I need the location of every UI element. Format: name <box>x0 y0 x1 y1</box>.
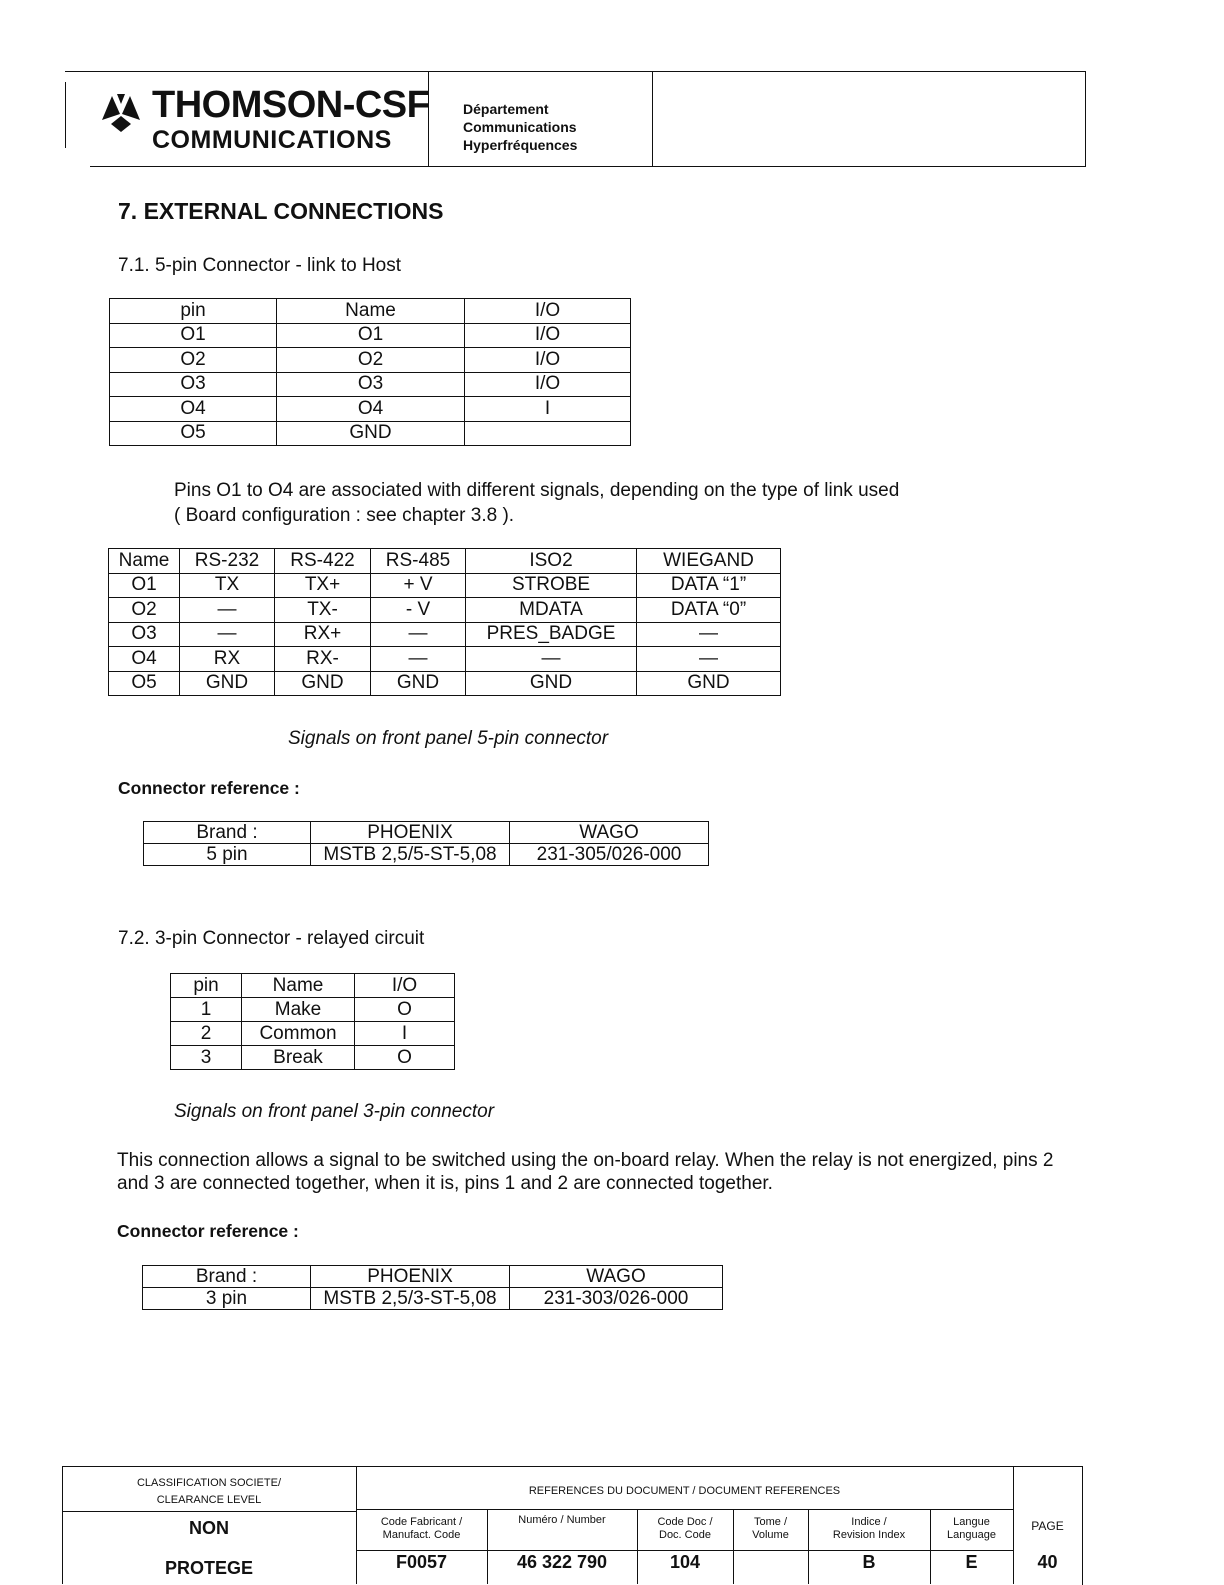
table-row <box>109 647 781 672</box>
ref-col-value: F0057 <box>395 1552 448 1572</box>
table-cell: GND <box>275 671 371 696</box>
table-cell: GND <box>371 671 466 696</box>
table-cell: RX <box>180 647 275 672</box>
footer-rule <box>62 1511 356 1512</box>
header-bottom-rule <box>90 166 1086 167</box>
table-cell: O2 <box>110 348 277 373</box>
table-cell: 2 <box>171 1022 242 1046</box>
table-cell: O1 <box>109 573 180 598</box>
ref-col-label: Indice / <box>851 1516 887 1528</box>
header-cell: Name <box>109 549 180 574</box>
table-header-row <box>143 1266 723 1288</box>
ref-col-label: Langue <box>953 1516 990 1528</box>
pin-table-5 <box>109 298 631 446</box>
table-header-row <box>110 299 631 324</box>
table-cell: — <box>180 622 275 647</box>
table-cell: — <box>371 622 466 647</box>
connector-reference-table-3pin <box>142 1265 723 1310</box>
table-cell: O2 <box>277 348 465 373</box>
table-cell: — <box>180 598 275 623</box>
table-cell: 3 <box>171 1046 242 1070</box>
table-cell: - V <box>371 598 466 623</box>
table-cell: O3 <box>109 622 180 647</box>
table-caption: Signals on front panel 5-pin connector <box>288 728 609 749</box>
table-cell: I <box>355 1022 455 1046</box>
table-cell: RX+ <box>275 622 371 647</box>
table-cell: GND <box>180 671 275 696</box>
table-cell: O3 <box>277 372 465 397</box>
table-cell: O5 <box>110 421 277 446</box>
header-cell: pin <box>110 299 277 324</box>
subsection-title: 7.1. 5-pin Connector - link to Host <box>118 255 402 276</box>
table-caption: Signals on front panel 3-pin connector <box>174 1101 495 1122</box>
header-cell: pin <box>171 974 242 998</box>
header-cell: PHOENIX <box>311 822 510 844</box>
table-row <box>171 1046 455 1070</box>
table-cell: PRES_BADGE <box>466 622 637 647</box>
table-cell: O4 <box>110 397 277 422</box>
table-cell: O2 <box>109 598 180 623</box>
header-cell: I/O <box>355 974 455 998</box>
classification-label: CLASSIFICATION SOCIETE/ <box>136 1477 282 1489</box>
header-cell: WAGO <box>510 1266 723 1288</box>
table-cell: I/O <box>465 372 631 397</box>
section-title: 7. EXTERNAL CONNECTIONS <box>118 198 444 224</box>
table-row <box>144 844 709 866</box>
ref-col-value: E <box>965 1552 978 1572</box>
ref-col-value: 104 <box>669 1552 701 1572</box>
table-row <box>110 397 631 422</box>
note-line: Pins O1 to O4 are associated with different signals, depending on the type of link used <box>174 480 900 501</box>
table-cell: O <box>355 1046 455 1070</box>
table-cell: GND <box>637 671 781 696</box>
ref-col-label: Numéro / Number <box>518 1514 606 1526</box>
table-cell: MDATA <box>466 598 637 623</box>
table-cell: Break <box>242 1046 355 1070</box>
table-cell: 1 <box>171 998 242 1022</box>
table-cell: RX- <box>275 647 371 672</box>
ref-col-value: 46 322 790 <box>516 1552 608 1572</box>
table-row <box>109 622 781 647</box>
ref-col-value: B <box>862 1552 876 1572</box>
footer-rule <box>356 1550 1013 1551</box>
table-row <box>109 598 781 623</box>
paragraph-line: This connection allows a signal to be switched using the on-board relay. When the relay is not energized, pins 2 <box>117 1150 1054 1171</box>
table-row <box>110 421 631 446</box>
table-cell: MSTB 2,5/3-ST-5,08 <box>311 1288 510 1310</box>
department-line: Département <box>463 101 549 117</box>
table-cell: + V <box>371 573 466 598</box>
table-cell: MSTB 2,5/5-ST-5,08 <box>311 844 510 866</box>
table-cell: Common <box>242 1022 355 1046</box>
table-cell: DATA “1” <box>637 573 781 598</box>
company-name: THOMSON-CSF <box>152 84 430 126</box>
ref-col-label: Tome / <box>753 1516 787 1528</box>
table-cell: STROBE <box>466 573 637 598</box>
pin-table-3 <box>170 973 455 1070</box>
classification-label: CLEARANCE LEVEL <box>156 1494 262 1506</box>
table-row <box>110 372 631 397</box>
header-left-border <box>65 82 66 148</box>
ref-col-label: Volume <box>752 1529 789 1541</box>
table-header-row <box>109 549 781 574</box>
table-row <box>110 348 631 373</box>
classification-value: PROTEGE <box>164 1558 253 1578</box>
footer-rule <box>356 1509 1013 1510</box>
ref-col-label: Language <box>947 1529 996 1541</box>
table-cell: O1 <box>110 323 277 348</box>
subsection-title: 7.2. 3-pin Connector - relayed circuit <box>118 928 425 949</box>
table-cell: TX+ <box>275 573 371 598</box>
department-line: Hyperfréquences <box>463 137 578 153</box>
table-cell: O1 <box>277 323 465 348</box>
connector-reference-table-5pin <box>143 821 709 866</box>
header-cell: WIEGAND <box>637 549 781 574</box>
table-cell: 3 pin <box>143 1288 311 1310</box>
ref-col-label: Doc. Code <box>659 1529 711 1541</box>
table-cell: I <box>465 397 631 422</box>
table-row <box>109 573 781 598</box>
header-cell: ISO2 <box>466 549 637 574</box>
table-cell: 5 pin <box>144 844 311 866</box>
header-cell: Name <box>277 299 465 324</box>
table-cell: O <box>355 998 455 1022</box>
table-row <box>143 1288 723 1310</box>
table-row <box>171 998 455 1022</box>
ref-col-label: Code Doc / <box>657 1516 713 1528</box>
header-cell: RS-422 <box>275 549 371 574</box>
header-cell: RS-232 <box>180 549 275 574</box>
header-divider <box>652 71 653 166</box>
table-cell: GND <box>277 421 465 446</box>
table-row <box>171 1022 455 1046</box>
ref-col-label: Code Fabricant / <box>380 1516 463 1528</box>
table-cell: Make <box>242 998 355 1022</box>
table-cell: O3 <box>110 372 277 397</box>
table-cell: — <box>637 622 781 647</box>
table-cell <box>465 421 631 446</box>
paragraph-line: and 3 are connected together, when it is, pins 1 and 2 are connected together. <box>117 1173 773 1194</box>
table-cell: TX <box>180 573 275 598</box>
table-cell: — <box>371 647 466 672</box>
header-cell: WAGO <box>510 822 709 844</box>
table-cell: GND <box>466 671 637 696</box>
note-line: ( Board configuration : see chapter 3.8 ). <box>174 505 515 526</box>
ref-col-label: Revision Index <box>832 1529 906 1541</box>
table-cell: O5 <box>109 671 180 696</box>
references-title: REFERENCES DU DOCUMENT / DOCUMENT REFERENCES <box>528 1485 841 1497</box>
table-header-row <box>171 974 455 998</box>
page-label: PAGE <box>1031 1519 1064 1533</box>
header-cell: PHOENIX <box>311 1266 510 1288</box>
thomson-logo-icon <box>100 90 142 134</box>
table-cell: O4 <box>109 647 180 672</box>
table-row <box>110 323 631 348</box>
table-cell: 231-305/026-000 <box>510 844 709 866</box>
connector-reference-label: Connector reference : <box>118 778 300 798</box>
table-cell: O4 <box>277 397 465 422</box>
header-cell: Brand : <box>144 822 311 844</box>
signal-table <box>108 548 781 696</box>
table-cell: 231-303/026-000 <box>510 1288 723 1310</box>
table-cell: — <box>637 647 781 672</box>
header-cell: Brand : <box>143 1266 311 1288</box>
connector-reference-label: Connector reference : <box>117 1221 299 1241</box>
table-cell: I/O <box>465 348 631 373</box>
header-cell: I/O <box>465 299 631 324</box>
header-cell: Name <box>242 974 355 998</box>
table-cell: DATA “0” <box>637 598 781 623</box>
table-cell: — <box>466 647 637 672</box>
department-line: Communications <box>463 119 577 135</box>
table-header-row <box>144 822 709 844</box>
table-row <box>109 671 781 696</box>
division-name: COMMUNICATIONS <box>152 126 392 154</box>
ref-col-label: Manufact. Code <box>382 1529 461 1541</box>
page-number: 40 <box>1037 1552 1058 1572</box>
header-cell: RS-485 <box>371 549 466 574</box>
table-cell: TX- <box>275 598 371 623</box>
classification-value: NON <box>189 1518 229 1538</box>
table-cell: I/O <box>465 323 631 348</box>
